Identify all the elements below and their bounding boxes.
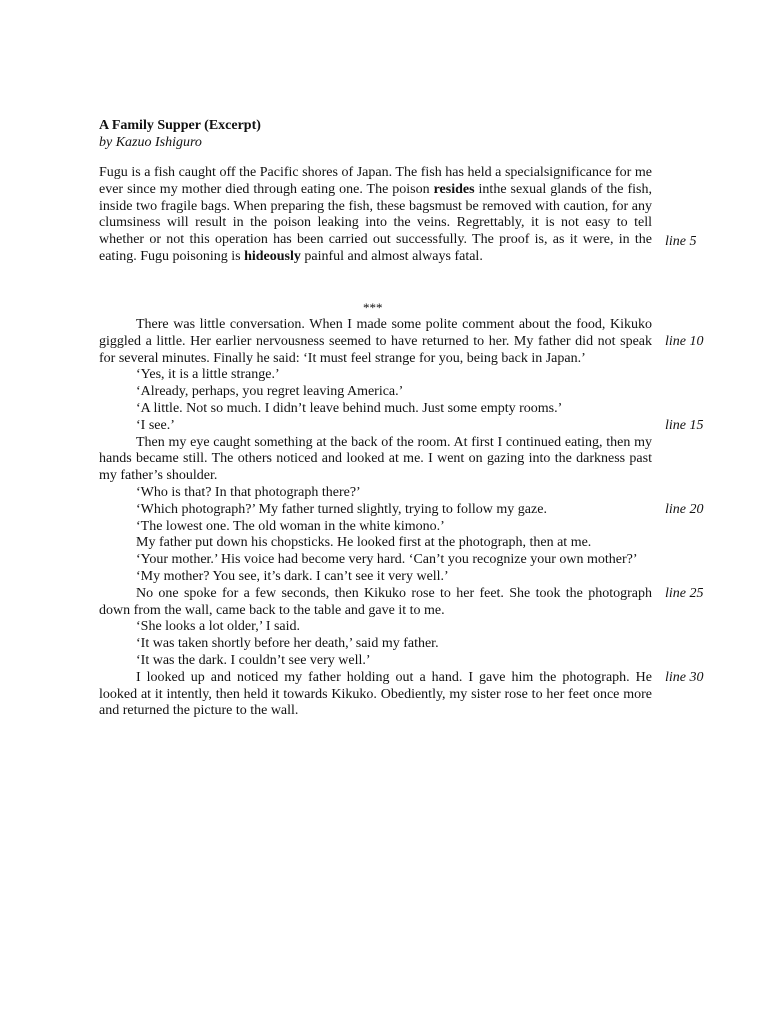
story-paragraph: I looked up and noticed my father holding out a hand. I gave him the photograph. He looked at it intently, then held it towards Kikuko. Obediently, my sister rose to her feet once more and returned the picture to the wall. [99, 669, 652, 719]
story-paragraph: ‘Who is that? In that photograph there?’ [136, 484, 361, 500]
line-number-20: line 20 [665, 502, 704, 517]
story-paragraph: ‘It was taken shortly before her death,’ said my father. [136, 636, 439, 652]
story-paragraph: ‘My mother? You see, it’s dark. I can’t see it very well.’ [136, 568, 449, 584]
story-paragraph: ‘The lowest one. The old woman in the white kimono.’ [136, 518, 445, 534]
line-number-5: line 5 [665, 234, 697, 249]
line-number-15: line 15 [665, 418, 704, 433]
story-paragraph: There was little conversation. When I made some polite comment about the food, Kikuko giggled a little. Her earlier nervousness seemed to have returned to her. My father did not speak for several minutes. Finally he said: ‘It must feel strange for you, being back in Japan.’ [99, 317, 652, 366]
intro-text-1: Fugu is a fish caught off the Pacific shores of Japan. The fish has held a specialsignificance for me ever since my mother died through eating one. The poison [99, 165, 652, 197]
intro-text-2: inthe sexual glands of the fish, inside two fragile bags. When preparing the fish, these bagsmust be removed with caution, for any clumsiness will result in the poison leaking into the veins. Regrettably, it is not easy to tell whether or not this operation has been carried out successfully. The proof is, as it were, in the eating. Fugu poisoning is [99, 181, 652, 264]
story-paragraph: ‘Already, perhaps, you regret leaving America.’ [136, 384, 404, 400]
intro-bold-resides: resides [433, 181, 475, 197]
line-number-10: line 10 [665, 334, 704, 349]
story-paragraph: ‘It was the dark. I couldn’t see very well.’ [136, 652, 371, 668]
intro-text-3: painful and almost always fatal. [300, 248, 483, 264]
story-text [99, 317, 652, 720]
document-title: A Family Supper (Excerpt) [99, 118, 261, 133]
line-number-25: line 25 [665, 586, 704, 601]
story-paragraph: ‘Yes, it is a little strange.’ [136, 367, 280, 383]
story-paragraph: ‘She looks a lot older,’ I said. [136, 619, 301, 635]
story-paragraph: My father put down his chopsticks. He looked first at the photograph, then at me. [136, 535, 592, 551]
document-author: by Kazuo Ishiguro [99, 135, 202, 150]
story-paragraph: ‘A little. Not so much. I didn’t leave behind much. Just some empty rooms.’ [136, 400, 563, 416]
story-paragraph: ‘I see.’ [136, 417, 175, 433]
story-paragraph: ‘Which photograph?’ My father turned slightly, trying to follow my gaze. [136, 501, 547, 517]
intro-bold-hideously: hideously [244, 248, 301, 264]
section-separator: *** [363, 300, 383, 315]
story-paragraph: ‘Your mother.’ His voice had become very hard. ‘Can’t you recognize your own mother?’ [136, 552, 638, 568]
intro-paragraph [99, 165, 652, 266]
story-paragraph: No one spoke for a few seconds, then Kikuko rose to her feet. She took the photograph down from the wall, came back to the table and gave it to me. [99, 585, 652, 618]
story-paragraph: Then my eye caught something at the back of the room. At first I continued eating, then my hands became still. The others noticed and looked at me. I went on gazing into the darkness past my father’s shoulder. [99, 434, 652, 484]
line-number-30: line 30 [665, 670, 704, 685]
